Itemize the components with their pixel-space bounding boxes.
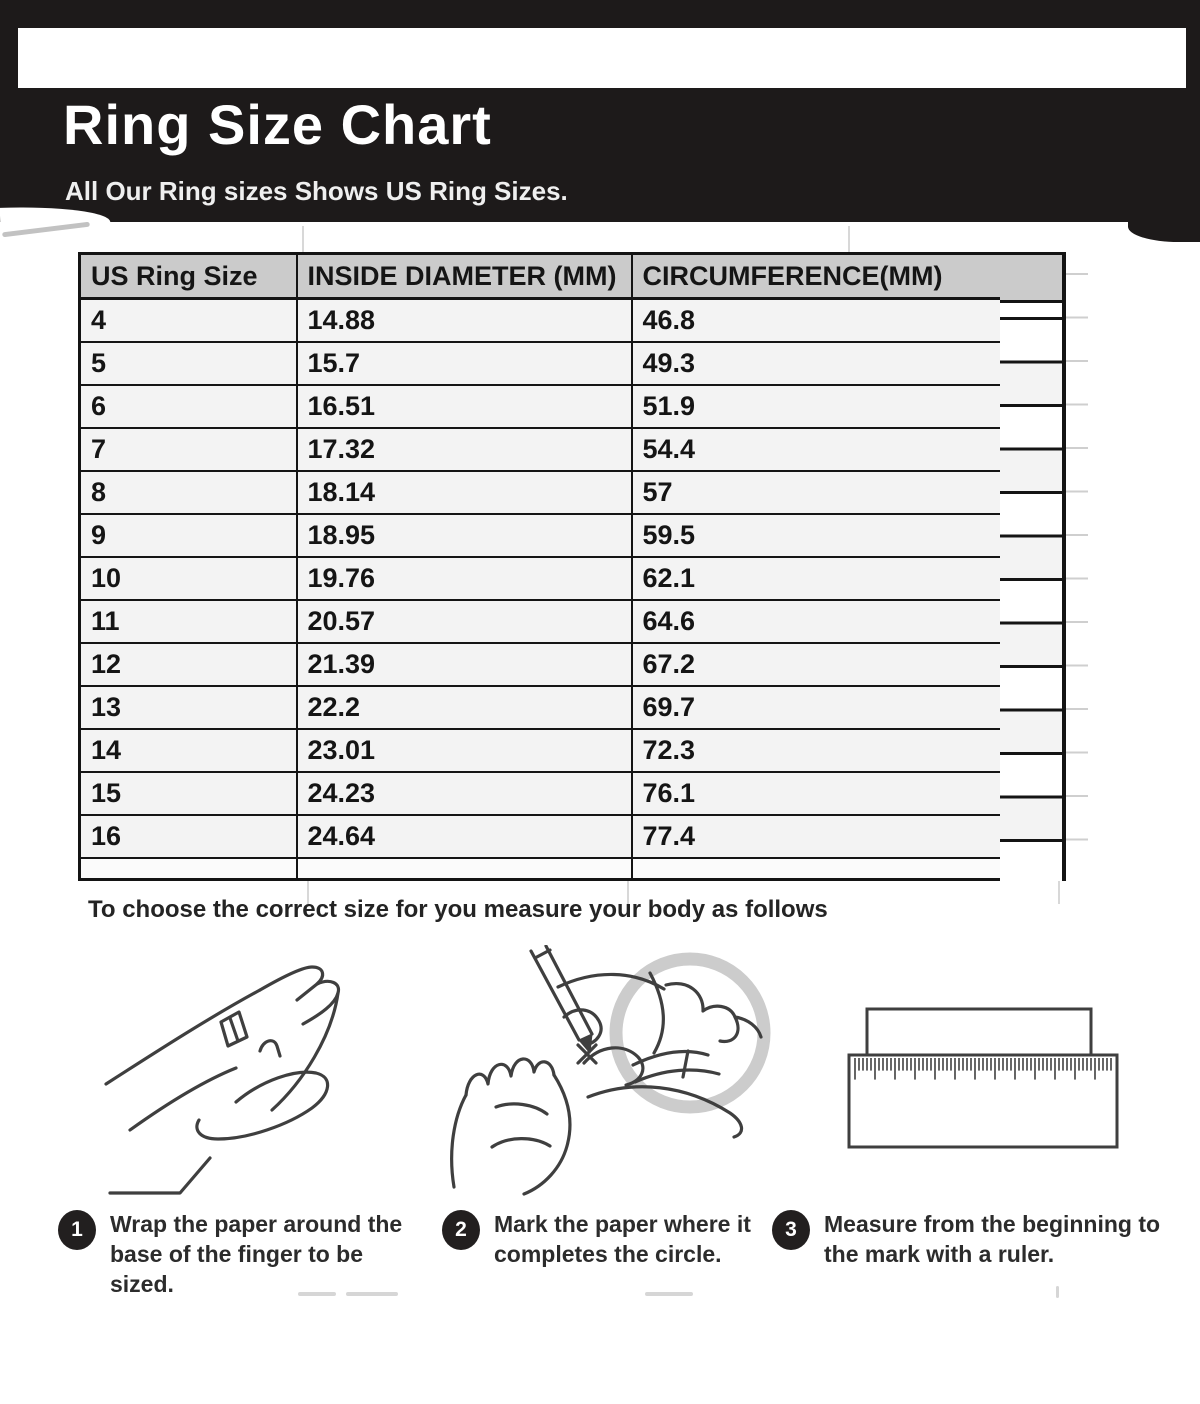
- table-row: [80, 471, 1002, 514]
- column-header-circumference: CIRCUMFERENCE(MM): [632, 254, 1002, 299]
- ghost-gridline-stubs: [1066, 273, 1088, 873]
- table-row: [80, 815, 1002, 858]
- table-cell: 46.8: [632, 299, 1002, 342]
- table-cell: 69.7: [632, 686, 1002, 729]
- table-cell: 57: [632, 471, 1002, 514]
- table-row: [80, 686, 1002, 729]
- table-cell: 22.2: [297, 686, 632, 729]
- table-cell: 23.01: [297, 729, 632, 772]
- scan-artifact: [298, 1292, 336, 1296]
- table-cell: 16: [80, 815, 297, 858]
- table-row: [80, 643, 1002, 686]
- table-cell: 24.23: [297, 772, 632, 815]
- table-row: [80, 342, 1002, 385]
- page-subtitle: All Our Ring sizes Shows US Ring Sizes.: [65, 176, 568, 206]
- ring-size-table-body: [80, 299, 1002, 858]
- table-cell: 19.76: [297, 557, 632, 600]
- table-row: [80, 299, 1002, 342]
- empty-table-row: [80, 858, 1002, 880]
- table-cell: 15: [80, 772, 297, 815]
- table-cell: 10: [80, 557, 297, 600]
- top-white-strip: [18, 28, 1186, 88]
- step-number-badge: 3: [772, 1210, 810, 1250]
- table-cell: 5: [80, 342, 297, 385]
- step-text: Measure from the beginning to the mark with a ruler.: [824, 1211, 1161, 1267]
- table-cell: 24.64: [297, 815, 632, 858]
- instruction-heading: To choose the correct size for you measure your body as follows: [88, 896, 828, 923]
- table-header-row: [80, 254, 1002, 299]
- table-cell: 76.1: [632, 772, 1002, 815]
- table-cell: 49.3: [632, 342, 1002, 385]
- scan-artifact: [645, 1292, 693, 1296]
- table-row: [80, 557, 1002, 600]
- table-cell: 7: [80, 428, 297, 471]
- table-row: [80, 514, 1002, 557]
- scan-artifact: [1128, 220, 1200, 242]
- step-item-1: [58, 1210, 422, 1300]
- step-text: Mark the paper where it completes the circle.: [494, 1211, 751, 1267]
- ghost-gridline: [848, 226, 850, 252]
- table-cell: 54.4: [632, 428, 1002, 471]
- scan-artifact: [346, 1292, 398, 1296]
- table-cell: 20.57: [297, 600, 632, 643]
- scan-artifact: [1056, 1286, 1059, 1298]
- table-cell: 14: [80, 729, 297, 772]
- table-row: [80, 385, 1002, 428]
- page-title: Ring Size Chart: [63, 93, 492, 156]
- ring-size-table: [78, 252, 1003, 881]
- table-cell: 14.88: [297, 299, 632, 342]
- table-cell: 16.51: [297, 385, 632, 428]
- cropped-extra-column-artifact: [1000, 252, 1066, 881]
- table-row: [80, 428, 1002, 471]
- table-cell: 18.14: [297, 471, 632, 514]
- table-cell: 9: [80, 514, 297, 557]
- table-cell: 64.6: [632, 600, 1002, 643]
- step-number-badge: 2: [442, 1210, 480, 1250]
- table-cell: 8: [80, 471, 297, 514]
- table-cell: 13: [80, 686, 297, 729]
- table-cell: 21.39: [297, 643, 632, 686]
- table-cell: 51.9: [632, 385, 1002, 428]
- step-number-badge: 1: [58, 1210, 96, 1250]
- table-cell: 11: [80, 600, 297, 643]
- step-text: Wrap the paper around the base of the finger to be sized.: [110, 1211, 403, 1297]
- step-item-3: [772, 1210, 1176, 1270]
- table-cell: 62.1: [632, 557, 1002, 600]
- table-row: [80, 729, 1002, 772]
- table-cell: 72.3: [632, 729, 1002, 772]
- column-header-us-ring-size: US Ring Size: [80, 254, 297, 299]
- table-cell: 59.5: [632, 514, 1002, 557]
- pencil-marking-paper-illustration: [438, 945, 790, 1210]
- table-cell: 17.32: [297, 428, 632, 471]
- hand-with-paper-strip-illustration: [100, 952, 440, 1204]
- table-cell: 4: [80, 299, 297, 342]
- table-cell: 67.2: [632, 643, 1002, 686]
- column-header-inside-diameter: INSIDE DIAMETER (MM): [297, 254, 632, 299]
- table-cell: 12: [80, 643, 297, 686]
- ruler-measuring-paper-illustration: [845, 1003, 1125, 1153]
- ghost-gridline: [302, 226, 304, 252]
- table-row: [80, 600, 1002, 643]
- table-cell: 6: [80, 385, 297, 428]
- table-cell: 77.4: [632, 815, 1002, 858]
- table-row: [80, 772, 1002, 815]
- step-item-2: [442, 1210, 776, 1270]
- table-cell: 15.7: [297, 342, 632, 385]
- table-cell: 18.95: [297, 514, 632, 557]
- ghost-gridline: [1058, 878, 1060, 904]
